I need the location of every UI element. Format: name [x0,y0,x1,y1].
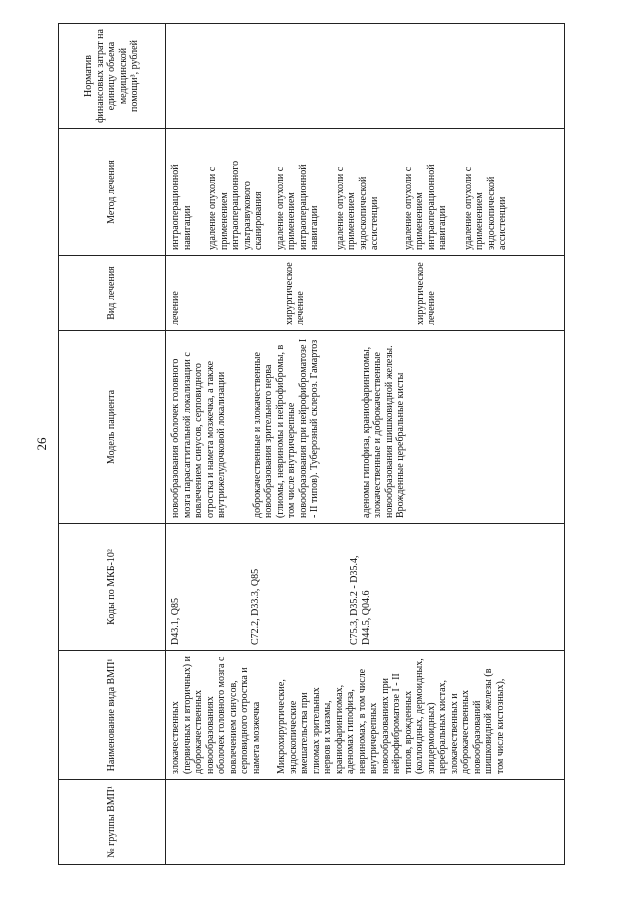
header-vmp-name: Наименование вида ВМП¹ [59,651,166,780]
cell-cost-norm [166,24,565,129]
method-2: удаление опухоли с применением интраоперационного ультразвукового сканирования [207,160,264,250]
treatment-type-3: хирургическое лечение [414,262,437,325]
cell-treatment-type [166,256,565,331]
table-row [166,24,565,865]
header-group-number: № группы ВМП¹ [59,780,166,865]
vmp-table [58,23,565,865]
page-number: 26 [34,437,49,451]
cell-group-number [166,780,565,865]
vmp-name-part-2: Микрохирургические, эндоскопические вмешательства при глиомах зрительных нервов и хиазмы, краниофарингиомах, аденомах гипофиза, невриномах, в том числе внутричерепных новообразованиях при нейрофиброматозе I - II типов, врожденных (коллоидных, дермоидных, эпидермоидных) церебральных кистах, злокачественных и доброкачественных новообразований шишковидной железы (в том числе кистозных), [276,658,506,774]
header-treatment-method: Метод лечения [59,129,166,256]
patient-model-1: новообразования оболочек головного мозга парасаггитальной локализации с вовлечением синусов, серповидного отростка и намета мозжечка, а также внутрижелудочковой локализации [170,352,227,518]
header-treatment-type: Вид лечения [59,256,166,331]
header-cost-norm: Норматив финансовых затрат на единицу объема медицинской помощи³, рублей [59,24,166,129]
mkb-code-3: C75.3, D35.2 - D35.4, D44.5, Q04.6 [349,555,372,645]
patient-model-2: доброкачественные и злокачественные новообразования зрительного нерва (глиомы, невриномы и нейрофибромы, в том числе внутричерепные новообразования при нейрофиброматозе I - II типов). Туберозный склероз. Гамартоз [251,338,320,518]
method-3: удаление опухоли с применением интраоперационной навигации [274,164,320,250]
method-4: удаление опухоли с применением эндоскопической ассистенции [334,166,380,250]
method-5: удаление опухоли с применением интраоперационной навигации [402,164,448,250]
cell-vmp-name [166,651,565,780]
treatment-type-2: хирургическое лечение [283,262,306,325]
cell-mkb-codes [166,524,565,651]
patient-model-3: аденомы гипофиза, краниофарингиомы, злокачественные и доброкачественные новообразования шишковидной железы. Врожденные церебральные кисты [360,345,406,518]
method-6: удаление опухоли с применением эндоскопической ассистенции [462,166,508,250]
treatment-type-1: лечение [170,291,181,325]
header-patient-model: Модель пациента [59,331,166,524]
mkb-code-2: C72.2, D33.3, Q85 [249,568,261,645]
vmp-name-part-1: злокачественных (первичных и вторичных) и доброкачественных новообразованиях оболочек головного мозга с вовлечением синусов, серповидного отростка и намета мозжечка [170,656,262,774]
cell-treatment-method [166,129,565,256]
table-header-row [59,24,166,865]
mkb-code-1: D43.1, Q85 [170,598,181,645]
header-mkb-codes: Коды по МКБ-10² [59,524,166,651]
cell-patient-model [166,331,565,524]
method-1: интраоперационной навигации [170,164,193,250]
